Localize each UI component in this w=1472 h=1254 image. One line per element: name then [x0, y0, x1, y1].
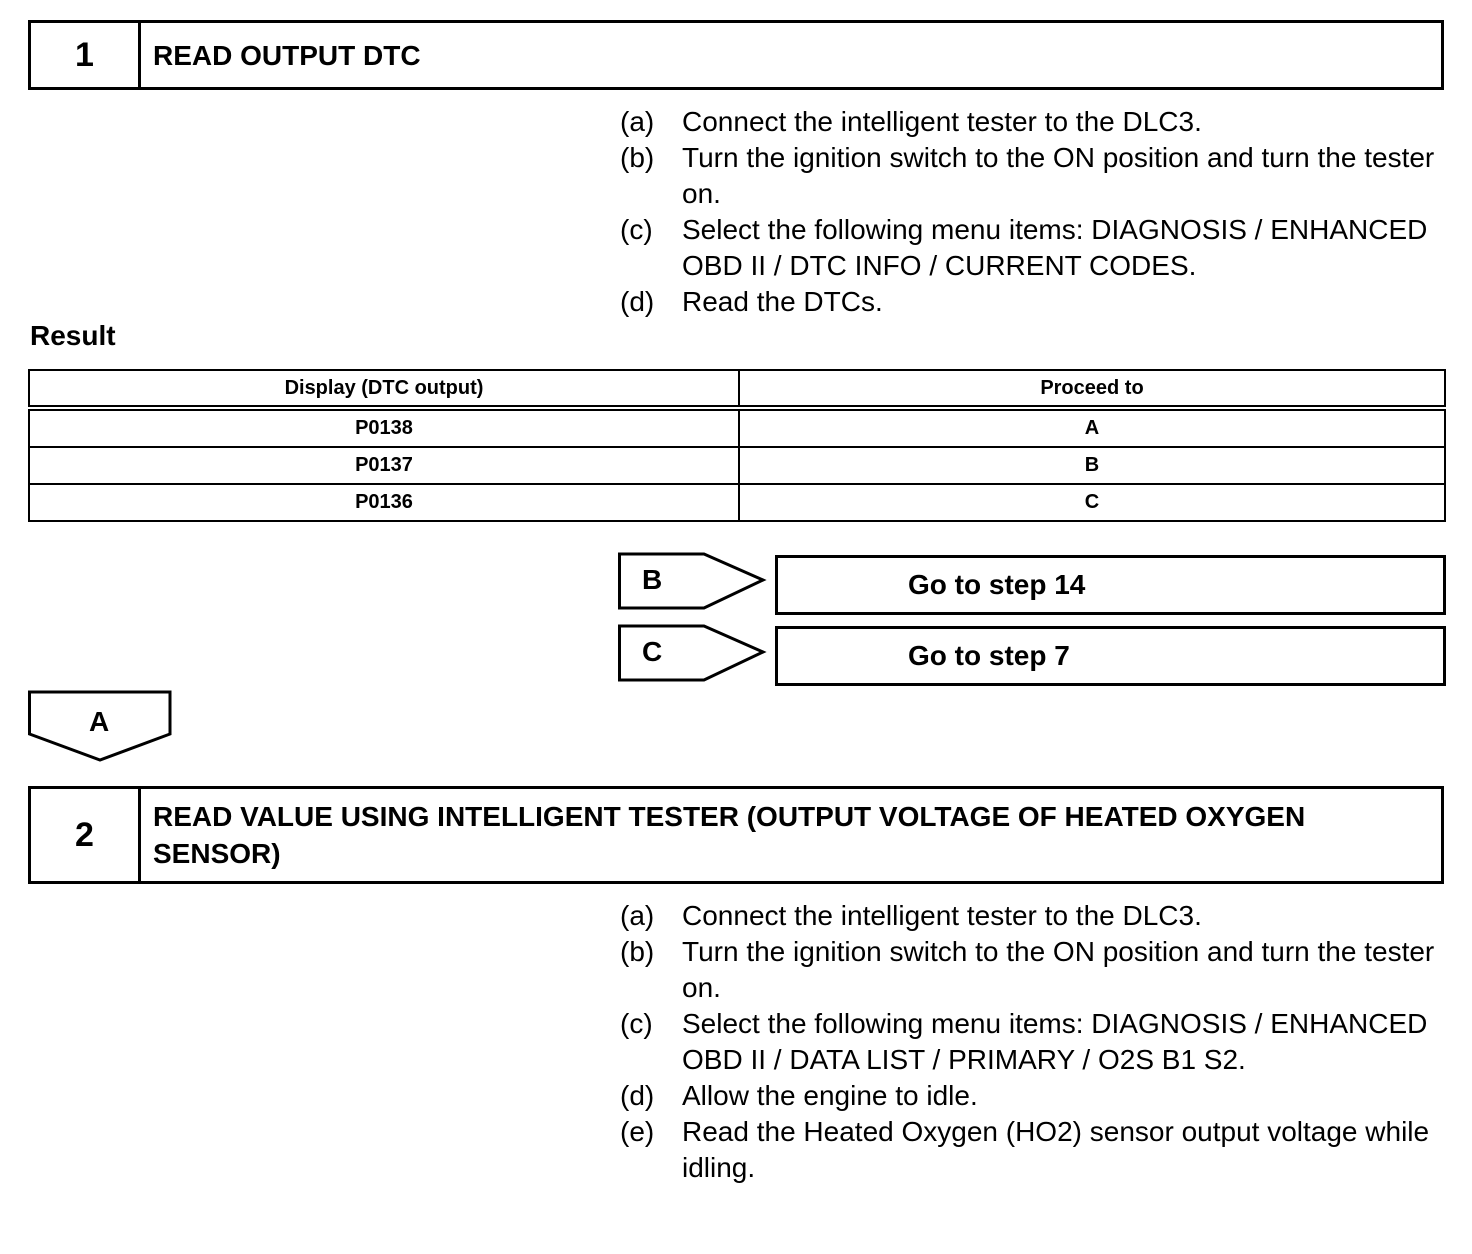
instruction-letter: (d) [620, 286, 655, 317]
goto-step-7-box[interactable]: Go to step 7 [775, 626, 1446, 686]
dtc-code-cell: P0137 [29, 447, 739, 484]
instruction-letter: (c) [620, 1008, 653, 1039]
instruction-item [620, 898, 1440, 934]
dtc-code-cell: P0136 [29, 484, 739, 521]
step-1-number: 1 [31, 23, 141, 87]
instruction-item [620, 1114, 1440, 1186]
instruction-text: Connect the intelligent tester to the DLC3. [682, 106, 1202, 137]
step-2-number: 2 [31, 789, 141, 881]
proceed-cell: B [739, 447, 1445, 484]
branch-letter-c: C [642, 636, 663, 667]
proceed-cell: C [739, 484, 1445, 521]
step-1-title: READ OUTPUT DTC [153, 39, 421, 71]
instruction-item [620, 212, 1440, 284]
branch-arrow-c [618, 624, 768, 684]
table-row [29, 447, 1445, 484]
instruction-item [620, 284, 1440, 320]
step-2-instructions [620, 898, 1440, 1186]
instruction-item [620, 1006, 1440, 1078]
instruction-item [620, 104, 1440, 140]
instruction-letter: (c) [620, 214, 653, 245]
instruction-letter: (b) [620, 936, 655, 967]
table-header-row [29, 370, 1445, 408]
instruction-text: Turn the ignition switch to the ON position and turn the tester on. [682, 936, 1435, 1003]
column-header-proceed: Proceed to [739, 370, 1445, 408]
instruction-text: Read the DTCs. [682, 286, 883, 317]
step-2-title: READ VALUE USING INTELLIGENT TESTER (OUTPUT VOLTAGE OF HEATED OXYGEN SENSOR) [153, 801, 1306, 869]
instruction-text: Read the Heated Oxygen (HO2) sensor output voltage while idling. [682, 1116, 1430, 1183]
proceed-cell: A [739, 408, 1445, 447]
instruction-item [620, 934, 1440, 1006]
branch-a [28, 690, 174, 766]
instruction-letter: (a) [620, 900, 655, 931]
branch-letter-a: A [89, 706, 110, 737]
instruction-text: Connect the intelligent tester to the DLC3. [682, 900, 1202, 931]
table-row [29, 484, 1445, 521]
instruction-text: Select the following menu items: DIAGNOSIS / ENHANCED OBD II / DTC INFO / CURRENT CODES. [682, 214, 1428, 281]
instruction-item [620, 1078, 1440, 1114]
goto-step-14-box[interactable]: Go to step 14 [775, 555, 1446, 615]
instruction-text: Allow the engine to idle. [682, 1080, 978, 1111]
instruction-letter: (e) [620, 1116, 655, 1147]
result-table [28, 369, 1446, 522]
instruction-text: Select the following menu items: DIAGNOSIS / ENHANCED OBD II / DATA LIST / PRIMARY / O2S B1 S2. [682, 1008, 1428, 1075]
instruction-letter: (a) [620, 106, 655, 137]
step-1-header [28, 20, 1444, 90]
step-2-header [28, 786, 1444, 884]
result-label: Result [30, 320, 116, 351]
instruction-text: Turn the ignition switch to the ON position and turn the tester on. [682, 142, 1435, 209]
instruction-letter: (d) [620, 1080, 655, 1111]
instruction-item [620, 140, 1440, 212]
column-header-display: Display (DTC output) [29, 370, 739, 408]
table-row [29, 408, 1445, 447]
dtc-code-cell: P0138 [29, 408, 739, 447]
branch-arrow-b [618, 552, 768, 612]
step-1-instructions [620, 104, 1440, 320]
branch-letter-b: B [642, 564, 663, 595]
instruction-letter: (b) [620, 142, 655, 173]
